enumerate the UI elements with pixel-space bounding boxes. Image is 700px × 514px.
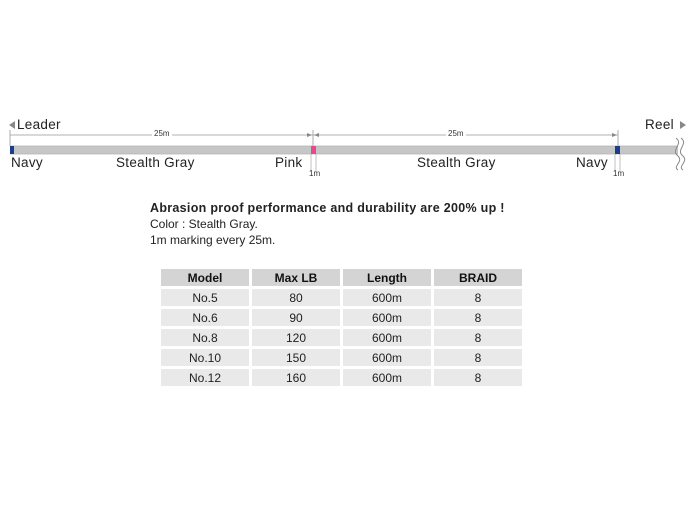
cell-max-lb: 150 bbox=[252, 349, 340, 366]
navy-left-label: Navy bbox=[11, 155, 43, 170]
leader-label: Leader bbox=[17, 117, 61, 132]
table-row bbox=[161, 289, 522, 306]
table-row bbox=[161, 369, 522, 386]
table-row bbox=[161, 329, 522, 346]
line-diagram-graphic bbox=[0, 110, 700, 190]
cell-braid: 8 bbox=[434, 349, 522, 366]
leader-arrow-icon bbox=[9, 121, 15, 129]
spec-table bbox=[158, 266, 525, 389]
cell-max-lb: 120 bbox=[252, 329, 340, 346]
cell-braid: 8 bbox=[434, 309, 522, 326]
segment-length-2: 25m bbox=[448, 129, 464, 138]
line-diagram bbox=[0, 110, 700, 190]
cell-model: No.6 bbox=[161, 309, 249, 326]
cell-length: 600m bbox=[343, 349, 431, 366]
line-band bbox=[10, 146, 678, 154]
table-row bbox=[161, 309, 522, 326]
marker-length-1: 1m bbox=[309, 169, 321, 178]
pink-marker bbox=[311, 146, 316, 154]
headline: Abrasion proof performance and durability are 200% up ! bbox=[150, 201, 505, 215]
cell-length: 600m bbox=[343, 369, 431, 386]
table-header-row bbox=[161, 269, 522, 286]
stealth-gray-1-label: Stealth Gray bbox=[116, 155, 195, 170]
navy-marker-left bbox=[10, 146, 14, 154]
navy-marker-right bbox=[615, 146, 620, 154]
cell-model: No.12 bbox=[161, 369, 249, 386]
header-braid: BRAID bbox=[434, 269, 522, 286]
stealth-gray-2-label: Stealth Gray bbox=[417, 155, 496, 170]
header-max-lb: Max LB bbox=[252, 269, 340, 286]
pink-label: Pink bbox=[275, 155, 303, 170]
color-line: Color : Stealth Gray. bbox=[150, 217, 258, 231]
table-row bbox=[161, 349, 522, 366]
cell-max-lb: 160 bbox=[252, 369, 340, 386]
header-model: Model bbox=[161, 269, 249, 286]
cell-max-lb: 80 bbox=[252, 289, 340, 306]
cell-braid: 8 bbox=[434, 369, 522, 386]
cell-length: 600m bbox=[343, 309, 431, 326]
cell-model: No.5 bbox=[161, 289, 249, 306]
reel-arrow-icon bbox=[680, 121, 686, 129]
cell-braid: 8 bbox=[434, 289, 522, 306]
cell-length: 600m bbox=[343, 289, 431, 306]
navy-right-label: Navy bbox=[576, 155, 608, 170]
cell-length: 600m bbox=[343, 329, 431, 346]
marker-length-2: 1m bbox=[613, 169, 625, 178]
segment-length-1: 25m bbox=[154, 129, 170, 138]
cell-max-lb: 90 bbox=[252, 309, 340, 326]
header-length: Length bbox=[343, 269, 431, 286]
marking-line: 1m marking every 25m. bbox=[150, 233, 276, 247]
cell-model: No.10 bbox=[161, 349, 249, 366]
cell-model: No.8 bbox=[161, 329, 249, 346]
description bbox=[150, 200, 505, 248]
cell-braid: 8 bbox=[434, 329, 522, 346]
reel-label: Reel bbox=[645, 117, 674, 132]
